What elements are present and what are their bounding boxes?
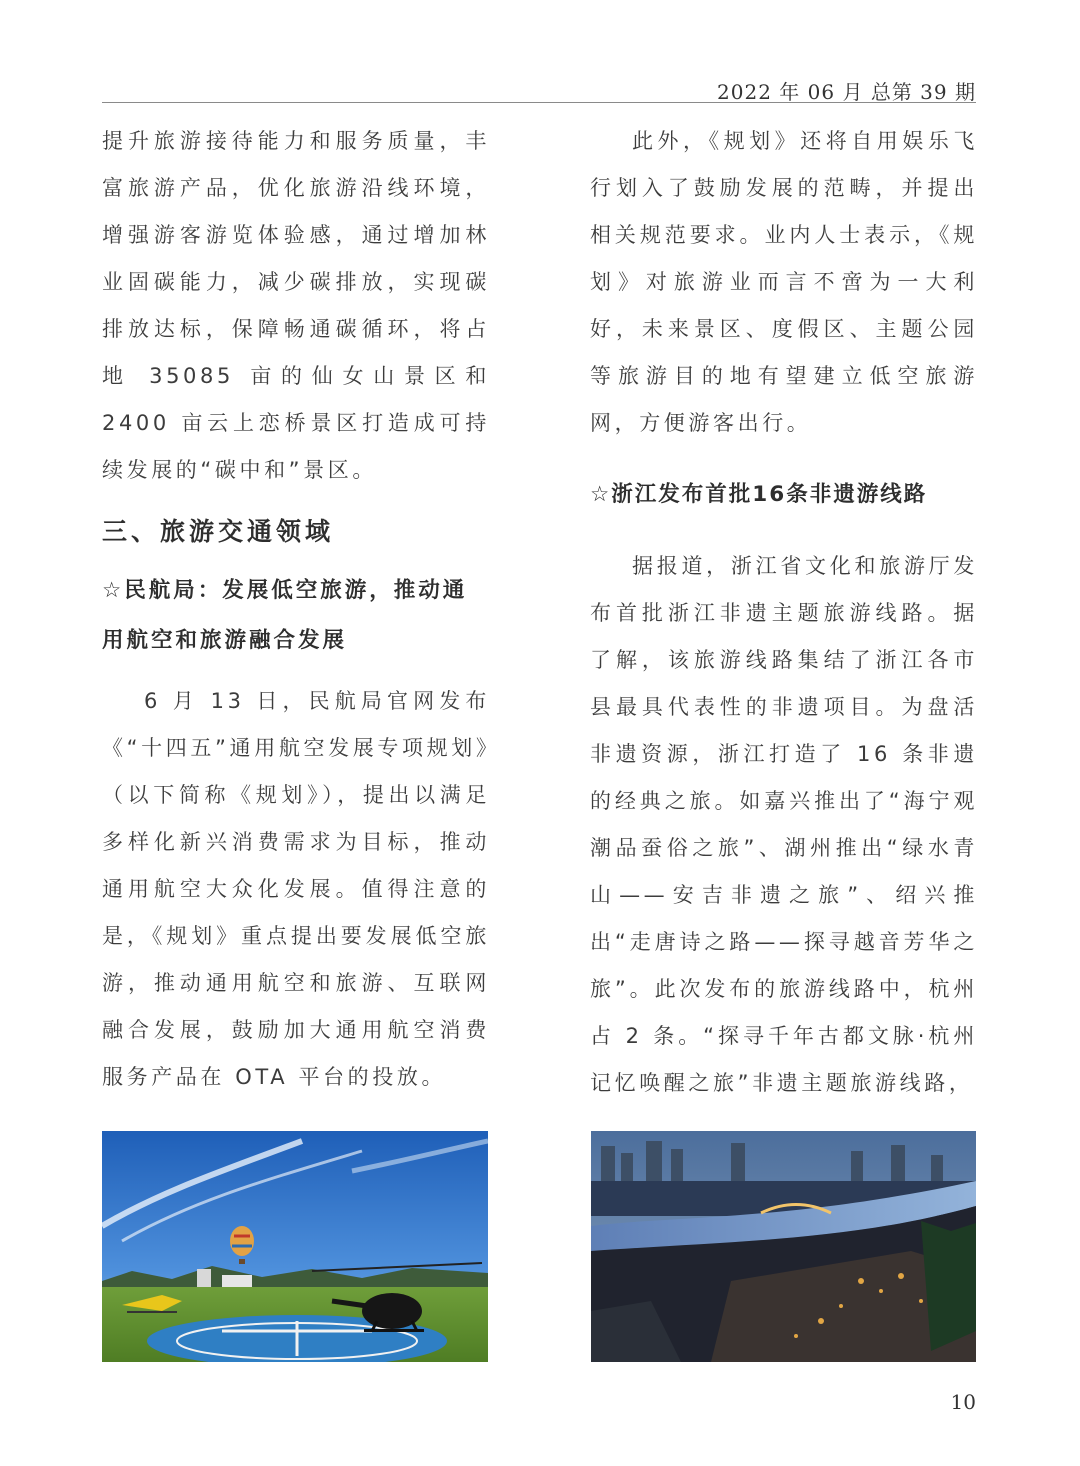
left-column — [102, 118, 490, 1101]
right-column — [590, 118, 978, 1107]
issue-info: 2022 年 06 月 总第 39 期 — [717, 80, 976, 104]
page-header — [102, 72, 976, 103]
left-sub-heading: ☆民航局：发展低空旅游，推动通用航空和旅游融合发展 — [102, 578, 468, 653]
left-paragraph-1: 提升旅游接待能力和服务质量，丰富旅游产品，优化旅游沿线环境，增强游客游览体验感，通过增加林业固碳能力，减少碳排放，实现碳排放达标，保障畅通碳循环，将占地 35085 亩的仙女山景区和 2400 亩云上恋桥景区打造成可持续发展的“碳中和”景区。 — [102, 129, 490, 482]
helicopter-balloon-photo — [102, 1131, 488, 1362]
right-paragraph-1: 此外，《规划》还将自用娱乐飞行划入了鼓励发展的范畴，并提出相关规范要求。业内人士表示，《规划》对旅游业而言不啻为一大利好，未来景区、度假区、主题公园等旅游目的地有望建立低空旅游网，方便游客出行。 — [590, 129, 978, 435]
right-sub-heading: ☆浙江发布首批16条非遗游线路 — [590, 482, 928, 507]
right-paragraph-2: 据报道，浙江省文化和旅游厅发布首批浙江非遗主题旅游线路。据了解，该旅游线路集结了浙江各市县最具代表性的非遗项目。为盘活非遗资源，浙江打造了 16 条非遗的经典之旅。如嘉兴推出了“海宁观潮品蚕俗之旅”、湖州推出“绿水青山——安吉非遗之旅”、绍兴推出“走唐诗之路——探寻越音芳华之旅”。此次发布的旅游线路中，杭州占 2 条。“探寻千年古都文脉·杭州记忆唤醒之旅”非遗主题旅游线路， — [590, 554, 978, 1095]
page-number: 10 — [950, 1390, 976, 1414]
left-paragraph-2: 6 月 13 日，民航局官网发布《“十四五”通用航空发展专项规划》（以下简称《规划》），提出以满足多样化新兴消费需求为目标，推动通用航空大众化发展。值得注意的是，《规划》重点提出要发展低空旅游，推动通用航空和旅游、互联网融合发展，鼓励加大通用航空消费服务产品在 OTA 平台的投放。 — [102, 689, 490, 1089]
section-heading: 三、旅游交通领域 — [102, 517, 335, 546]
canal-night-city-photo — [591, 1131, 976, 1362]
